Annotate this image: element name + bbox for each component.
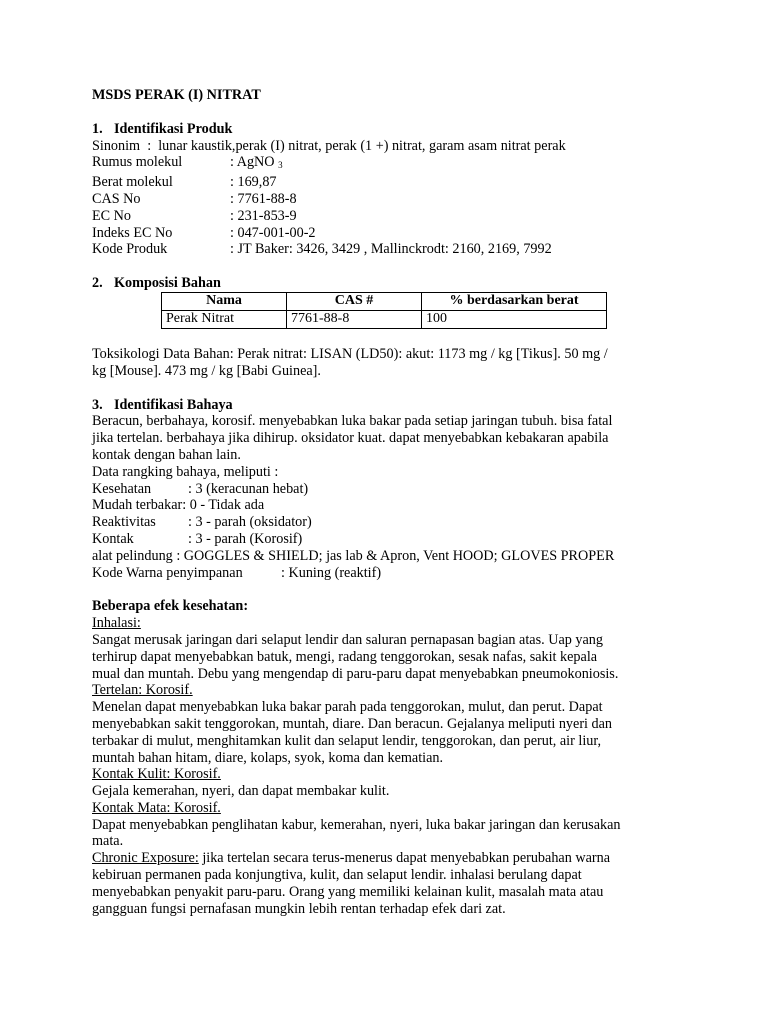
ingestion-text: menyebabkan sakit tenggorokan, muntah, diare. Dan beracun. Gejalanya meliputi nyeri dan [92,715,613,732]
product-row [92,225,674,242]
formula-value: : AgNO [230,154,275,171]
product-row-value: : 7761-88-8 [230,190,297,207]
product-row [92,241,674,258]
section-2-heading [92,275,674,292]
inhalation-text [92,649,674,666]
synonym-line [92,138,674,155]
ppe-line: alat pelindung : GOGGLES & SHIELD; jas lab & Apron, Vent HOOD; GLOVES PROPER [92,547,615,564]
section-3-number: 3. [92,396,103,413]
skin-text: Gejala kemerahan, nyeri, dan dapat membakar kulit. [92,783,390,800]
product-row-label: CAS No [92,190,141,207]
ingestion-text: muntah bahan hitam, diare, kolaps, syok, koma dan kematian. [92,749,444,766]
table-row [162,310,607,328]
eye-text: Dapat menyebabkan penglihatan kabur, kemerahan, nyeri, luka bakar jaringan dan kerusakan [92,816,621,833]
rank-row: Mudah terbakar: 0 - Tidak ada [92,497,265,514]
toxicology-line: Toksikologi Data Bahan: Perak nitrat: LISAN (LD50): akut: 1173 mg / kg [Tikus]. 50 mg / [92,345,608,362]
rank-row [92,481,674,498]
storage-label: Kode Warna penyimpanan [92,564,243,581]
rank-label: Reaktivitas [92,514,156,531]
product-row-value: : 231-853-9 [230,207,297,224]
table-header-cell: Nama [162,292,287,310]
section-1-title: Identifikasi Produk [114,120,233,137]
page-title: MSDS PERAK (I) NITRAT [92,87,261,103]
table-header-row [162,292,607,310]
inhalation-text [92,666,674,683]
formula-subscript: 3 [278,160,283,171]
rank-value: : 3 - parah (Korosif) [188,530,303,547]
product-row-value: : JT Baker: 3426, 3429 , Mallinckrodt: 2160, 2169, 7992 [230,241,552,258]
rank-label: Kontak [92,530,134,547]
product-row [92,191,674,208]
table-header-cell: CAS # [287,292,422,310]
product-row-value: : 169,87 [230,174,277,191]
section-2-title: Komposisi Bahan [114,275,221,292]
rank-intro: Data rangking bahaya, meliputi : [92,463,279,480]
product-row-label: Berat molekul [92,174,173,191]
synonym-value: lunar kaustik,perak (I) nitrat, perak (1 +) nitrat, garam asam nitrat perak [158,137,566,154]
storage-row [92,565,674,582]
table-cell: Perak Nitrat [162,310,287,328]
skin-title-text: Kontak Kulit: Korosif. [92,766,221,783]
text-line: mual dan muntah. Debu yang mengendap di paru-paru dapat menyebabkan pneumokoniosis. [92,665,619,682]
product-row-label: Kode Produk [92,241,168,258]
product-row-label: EC No [92,207,132,224]
product-row-label: Indeks EC No [92,224,173,241]
product-row-value [230,154,674,174]
document-content [92,87,674,917]
section-2-number: 2. [92,275,103,292]
product-row [92,174,674,191]
section-1-number: 1. [92,120,103,137]
chronic-text: kebiruan permanen pada konjungtiva, kulit, dan selaput lendir. inhalasi berulang dapat [92,867,582,884]
ingestion-text: Menelan dapat menyebabkan luka bakar parah pada tenggorokan, mulut, dan perut. Dapat [92,699,603,716]
table-cell: 100 [422,310,607,328]
product-row-value: : 047-001-00-2 [230,224,316,241]
chronic-first-line [92,850,674,867]
rank-row [92,531,674,548]
inhalation-text [92,632,674,649]
rank-label: Kesehatan [92,480,152,497]
chronic-title: Chronic Exposure: [92,850,199,867]
skin-title [92,766,674,783]
product-row [92,154,674,174]
hazard-line: Beracun, berbahaya, korosif. menyebabkan luka bakar pada setiap jaringan tubuh. bisa fatal [92,413,613,430]
table-header-cell: % berdasarkan berat [422,292,607,310]
eye-title [92,800,674,817]
chronic-text: jika tertelan secara terus-menerus dapat menyebabkan perubahan warna [198,850,611,867]
synonym-sep: : [147,137,152,154]
eye-text: mata. [92,833,124,850]
ingestion-title-text: Tertelan: Korosif. [92,682,193,699]
section-3-title: Identifikasi Bahaya [114,396,233,413]
toxicology-line: kg [Mouse]. 473 mg / kg [Babi Guinea]. [92,362,321,379]
table-cell: 7761-88-8 [287,310,422,328]
composition-table [161,292,607,329]
eye-title-text: Kontak Mata: Korosif. [92,799,221,816]
hazard-line: jika tertelan. berbahaya jika dihirup. oksidator kuat. dapat menyebabkan kebakaran apabila [92,430,609,447]
ingestion-text: terbakar di mulut, menghitamkan kulit dan selaput lendir, tenggorokan, dan perut, air liur, [92,732,602,749]
rank-value: : 3 - parah (oksidator) [188,514,312,531]
synonym-label: Sinonim [92,137,141,154]
text-line: Sangat merusak jaringan dari selaput lendir dan saluran pernapasan bagian atas. Uap yang [92,631,603,648]
health-heading: Beberapa efek kesehatan: [92,598,249,615]
chronic-text: menyebabkan penyakit paru-paru. Orang yang memiliki kelainan kulit, masalah mata atau [92,883,604,900]
text-line: terhirup dapat menyebabkan batuk, mengi, radang tenggorokan, sesak nafas, sakit kepala [92,648,598,665]
hazard-line: kontak dengan bahan lain. [92,446,241,463]
ingestion-title [92,682,674,699]
inhalation-title: Inhalasi: [92,615,141,632]
section-1-heading [92,121,674,138]
section-3-heading [92,397,674,414]
storage-value: : Kuning (reaktif) [281,564,382,581]
product-row-label: Rumus molekul [92,154,183,171]
rank-value: : 3 (keracunan hebat) [188,480,309,497]
rank-row [92,514,674,531]
chronic-text: gangguan fungsi pernafasan mungkin lebih rentan terhadap efek dari zat. [92,900,506,917]
product-row [92,208,674,225]
